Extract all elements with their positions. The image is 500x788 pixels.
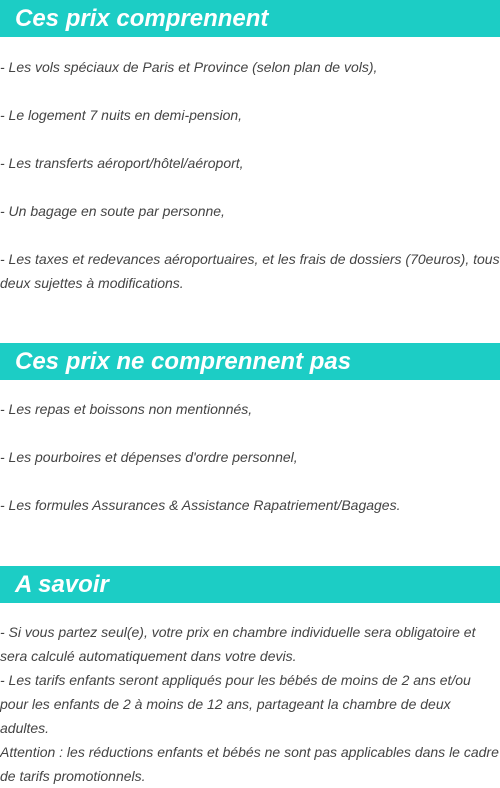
list-item: - Si vous partez seul(e), votre prix en chambre individuelle sera obligatoire et sera calculé automatiquement dans votre devis. [0,624,476,664]
section-good-to-know [0,566,500,788]
section-title-good-to-know: A savoir [0,566,500,603]
list-item: - Les pourboires et dépenses d'ordre personnel, [0,449,298,465]
list-item: - Les tarifs enfants seront appliqués pour les bébés de moins de 2 ans et/ou pour les enfants de 2 à moins de 12 ans, partageant la chambre de deux adultes. [0,672,471,736]
section-includes [0,0,500,295]
list-item: - Les repas et boissons non mentionnés, [0,401,253,417]
list-item: - Les taxes et redevances aéroportuaires, et les frais de dossiers (70euros), tous deux sujettes à modifications. [0,251,500,291]
list-item: - Le logement 7 nuits en demi-pension, [0,107,243,123]
list-item: - Les vols spéciaux de Paris et Province (selon plan de vols), [0,59,378,75]
list-item: Attention : les réductions enfants et bébés ne sont pas applicables dans le cadre de tarifs promotionnels. [0,744,499,784]
good-to-know-list [0,603,500,788]
list-item: - Les transferts aéroport/hôtel/aéroport, [0,155,244,171]
section-title-excludes: Ces prix ne comprennent pas [0,343,500,380]
section-excludes [0,343,500,517]
section-title-includes: Ces prix comprennent [0,0,500,37]
includes-list [0,37,500,295]
list-item: - Les formules Assurances & Assistance Rapatriement/Bagages. [0,497,401,513]
list-item: - Un bagage en soute par personne, [0,203,225,219]
excludes-list [0,380,500,517]
